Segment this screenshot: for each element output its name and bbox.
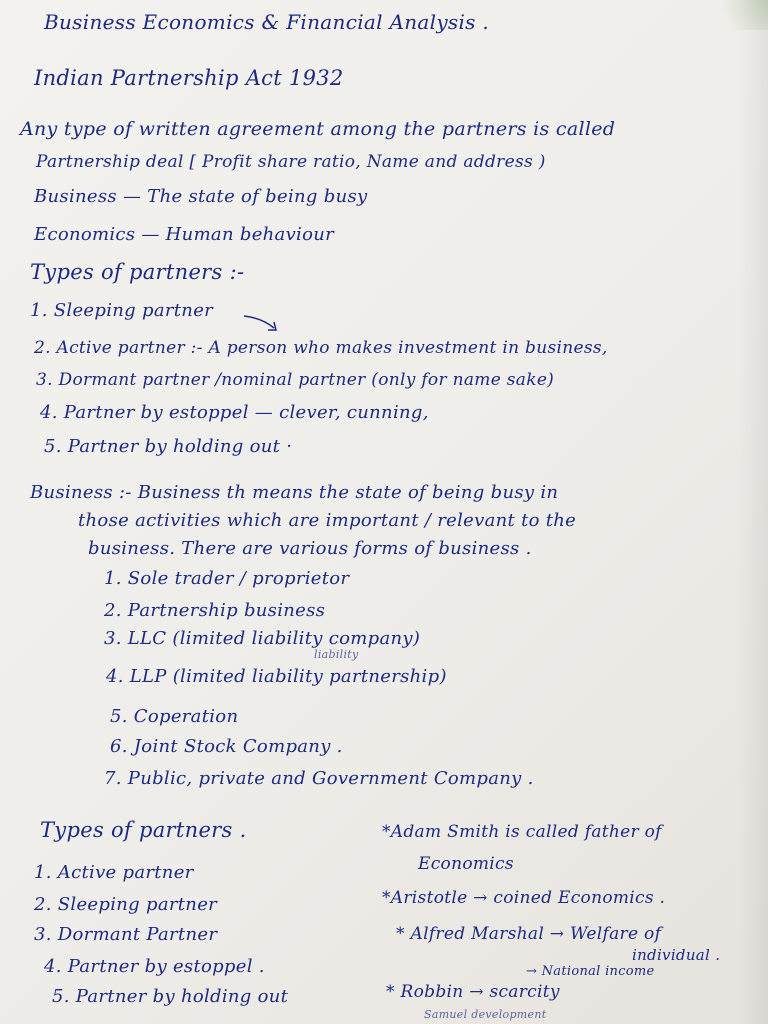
definition-line-2: Partnership deal [ Profit share ratio, Name and address ) [36,152,546,172]
economist-robbin: * Robbin → scarcity [386,982,560,1002]
economist-aristotle: *Aristotle → coined Economics . [382,888,666,908]
economics-definition: Economics — Human behaviour [34,224,335,245]
business-paragraph-line-3: business. There are various forms of business . [88,538,532,559]
partner-type-4: 4. Partner by estoppel — clever, cunning, [40,402,429,423]
partner-type-2: 2. Active partner :- A person who makes investment in business, [34,338,608,358]
economist-samuel: Samuel development [424,1008,547,1021]
definition-line-1: Any type of written agreement among the partners is called [20,118,616,140]
partner-type2-4: 4. Partner by estoppel . [44,956,265,977]
business-definition: Business — The state of being busy [34,186,368,207]
types-of-partners-heading-2: Types of partners . [40,818,247,842]
economist-alfred-marshal: * Alfred Marshal → Welfare of [396,924,662,944]
page-edge-shadow [738,0,768,1024]
business-form-1: 1. Sole trader / proprietor [104,568,350,589]
types-of-partners-heading: Types of partners :- [30,260,245,284]
economist-adam-smith: *Adam Smith is called father of [382,822,662,842]
economist-marshal-national-income: → National income [526,964,655,979]
business-form-2: 2. Partnership business [104,600,326,621]
economist-marshal-individual: individual . [632,946,721,964]
curved-arrow-icon [242,312,282,336]
business-form-6: 6. Joint Stock Company . [110,736,343,757]
business-paragraph-line-1: Business :- Business th means the state of being busy in [30,482,559,503]
partner-type2-5: 5. Partner by holding out [52,986,289,1007]
partner-type-3: 3. Dormant partner /nominal partner (only for name sake) [36,370,555,390]
business-form-5: 5. Coperation [110,706,239,727]
business-form-3: 3. LLC (limited liability company) [104,628,421,649]
act-heading: Indian Partnership Act 1932 [34,66,344,90]
corner-blur [708,0,768,30]
partner-type2-3: 3. Dormant Partner [34,924,218,945]
business-paragraph-line-2: those activities which are important / relevant to the [78,510,577,531]
business-form-7: 7. Public, private and Government Company . [104,768,534,789]
partner-type-1: 1. Sleeping partner [30,300,214,321]
page-title: Business Economics & Financial Analysis . [44,10,490,34]
partner-type2-2: 2. Sleeping partner [34,894,218,915]
economist-adam-smith-cont: Economics [418,854,514,874]
partner-type-5: 5. Partner by holding out · [44,436,293,457]
partner-type2-1: 1. Active partner [34,862,194,883]
liability-annotation: liability [314,648,359,661]
business-form-4: 4. LLP (limited liability partnership) [106,666,447,687]
